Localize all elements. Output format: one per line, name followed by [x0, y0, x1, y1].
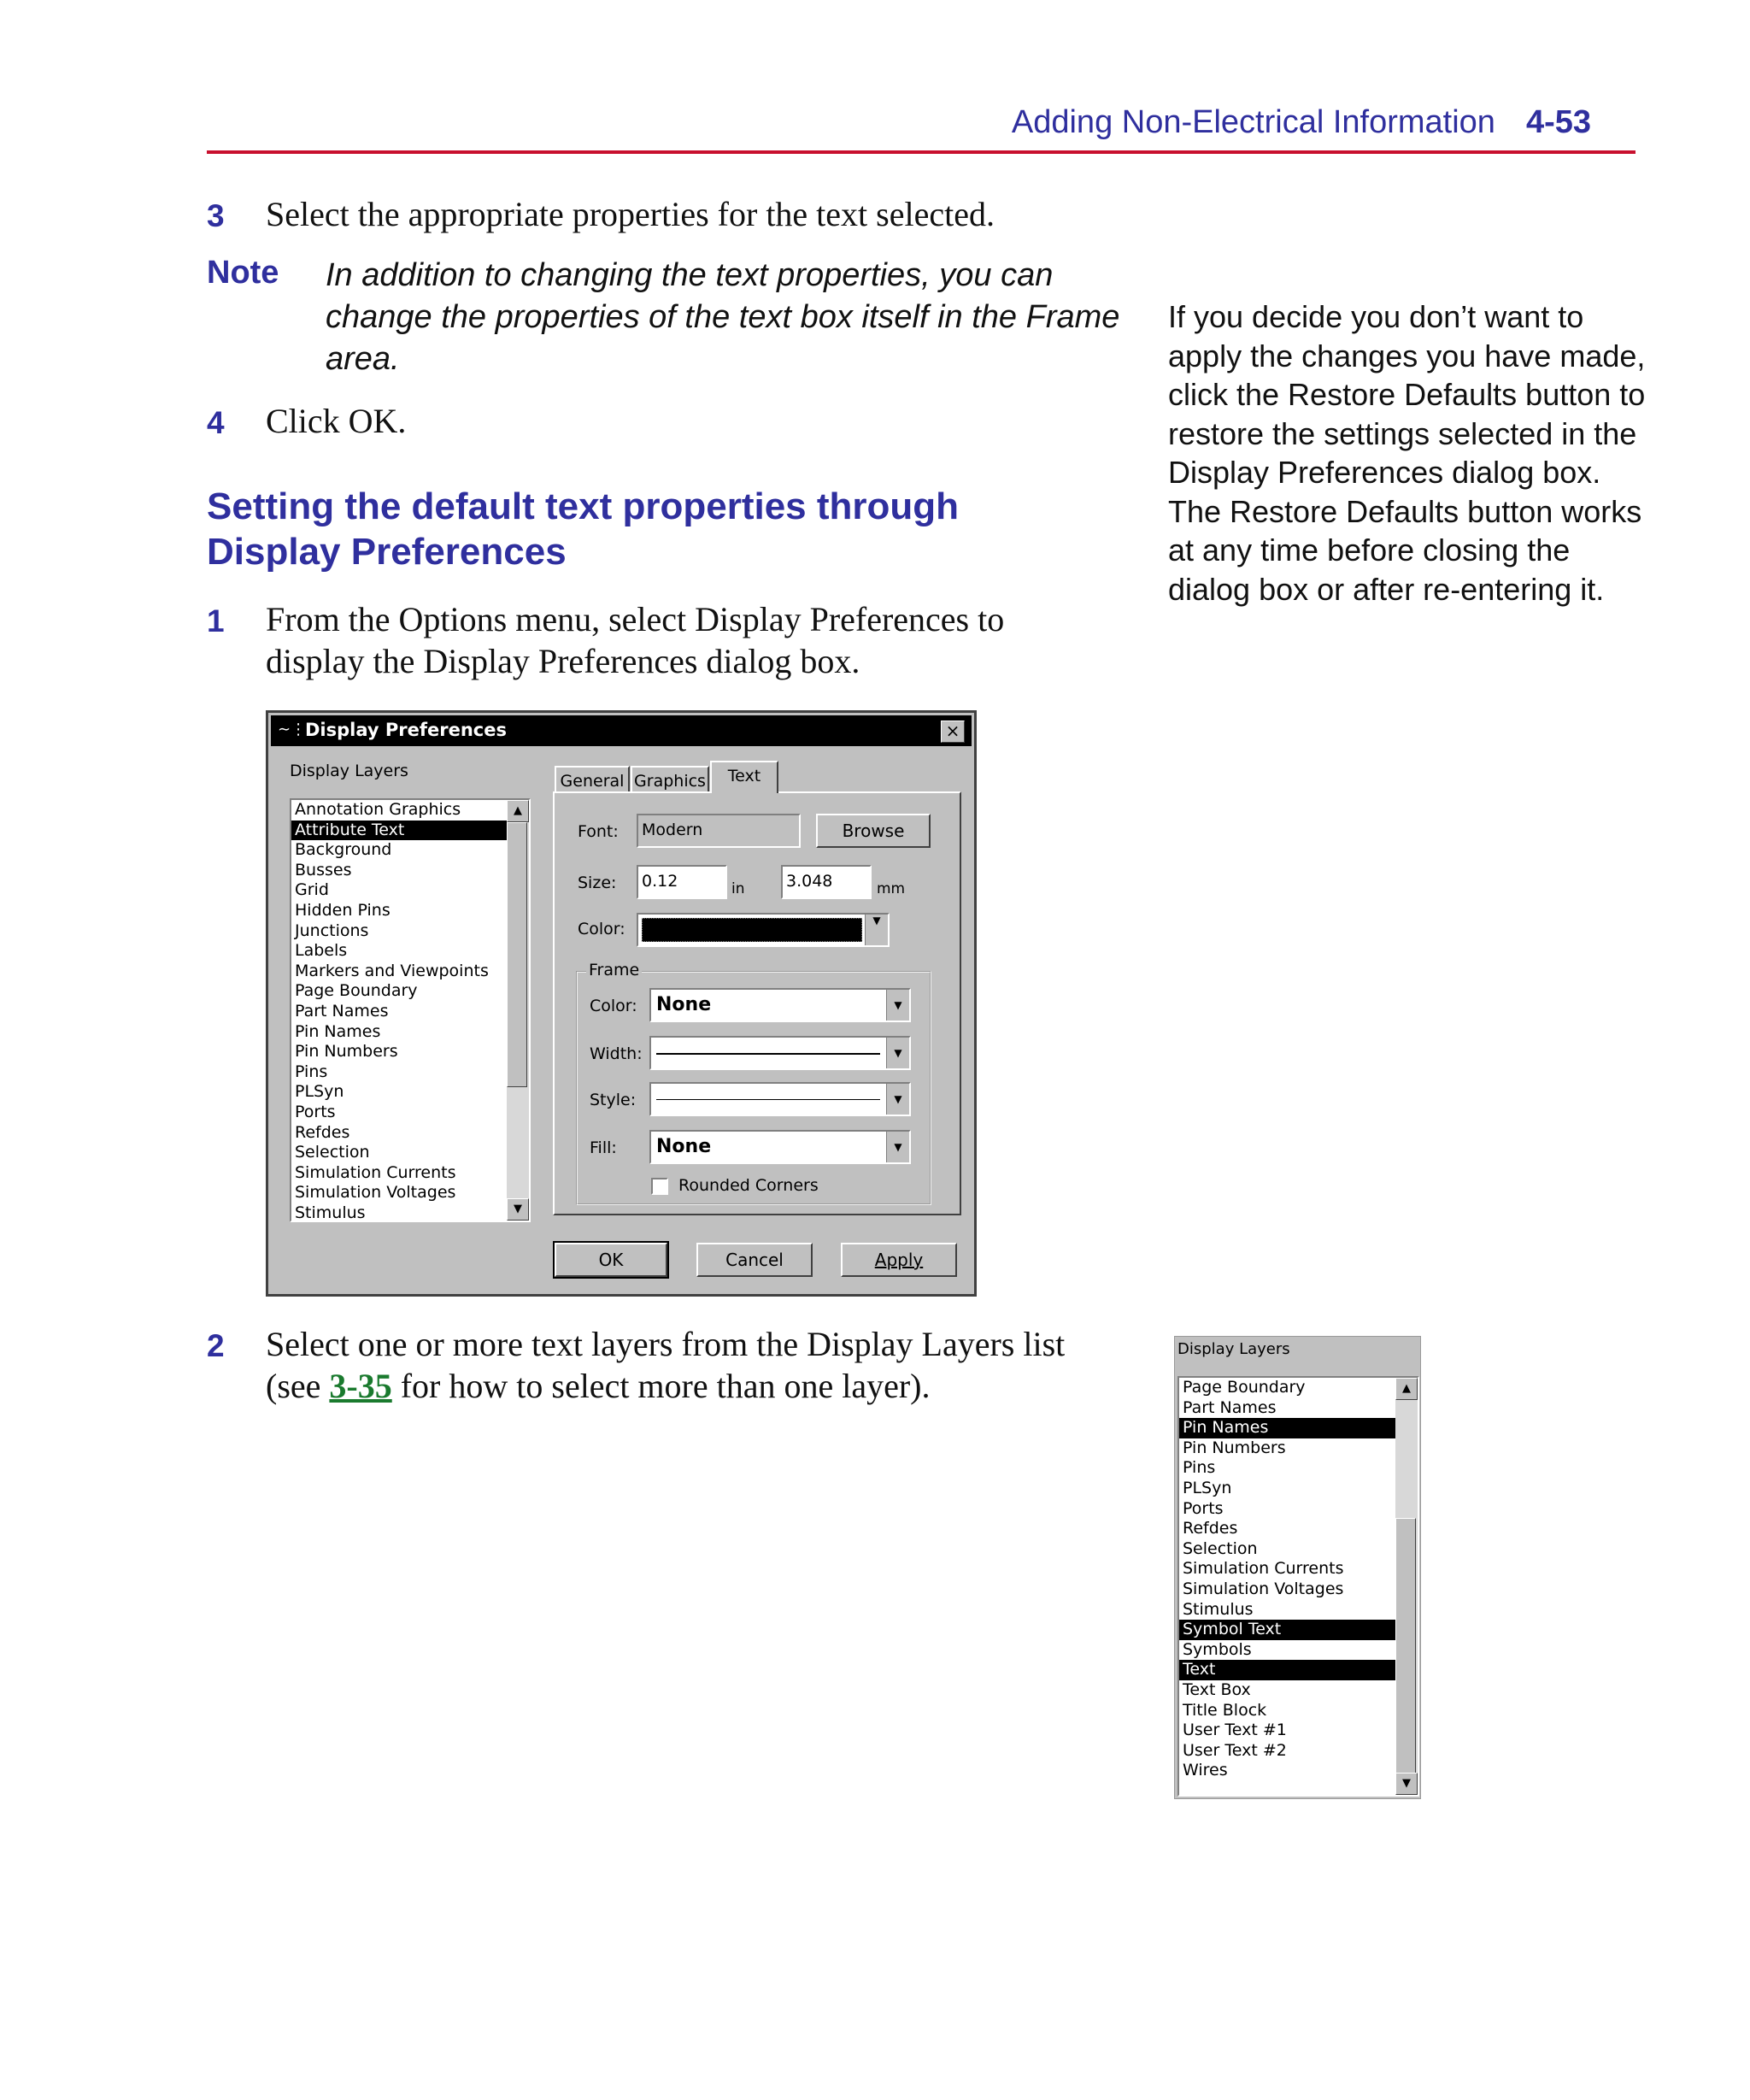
list-item[interactable]: Pins [295, 1062, 328, 1081]
frame-color-select[interactable] [649, 988, 911, 1022]
app-icon: ∼⋮ [278, 721, 307, 738]
size-inches-input[interactable]: 0.12 [637, 865, 727, 899]
list-item[interactable]: PLSyn [295, 1082, 344, 1102]
layers-scrollbar[interactable] [507, 800, 529, 1221]
list-item[interactable]: Busses [295, 860, 352, 879]
list-item[interactable]: Junctions [295, 921, 369, 940]
size-label: Size: [578, 874, 617, 892]
list-item[interactable]: Text Box [1183, 1679, 1251, 1699]
step-number: 3 [207, 198, 225, 233]
running-header [1012, 104, 1591, 141]
rounded-corners-checkbox[interactable] [651, 1178, 668, 1195]
list-item[interactable]: Symbols [1183, 1639, 1252, 1659]
list-item[interactable]: Simulation Currents [295, 1162, 456, 1182]
font-label: Font: [578, 822, 619, 841]
apply-button[interactable]: Apply [841, 1243, 957, 1277]
scroll-up-button[interactable]: ▲ [507, 800, 529, 822]
section-title: Adding Non-Electrical Information [1011, 104, 1495, 140]
list-item[interactable]: Annotation Graphics [295, 800, 461, 819]
layers-rows [1179, 1378, 1418, 1781]
dialog-titlebar[interactable] [271, 715, 972, 746]
display-layers-label: Display Layers [1177, 1340, 1290, 1358]
list-item[interactable]: User Text #2 [1183, 1740, 1287, 1760]
list-item[interactable]: PLSyn [1183, 1478, 1232, 1497]
frame-color-dropdown-arrow[interactable] [886, 990, 909, 1021]
font-field: Modern [637, 814, 801, 848]
chevron-down-icon: ▼ [894, 999, 902, 1011]
list-item[interactable]: Attribute Text [291, 821, 529, 841]
display-preferences-dialog [266, 710, 977, 1297]
list-item[interactable]: Refdes [1183, 1519, 1238, 1538]
style-line-sample [656, 1099, 880, 1100]
list-item[interactable]: Ports [1183, 1498, 1224, 1518]
text-tab-panel [553, 791, 961, 1215]
chevron-down-icon: ▼ [872, 915, 881, 926]
list-item[interactable]: Page Boundary [295, 981, 418, 1001]
chevron-down-icon: ▼ [894, 1093, 902, 1105]
style-select[interactable] [649, 1082, 911, 1116]
list-item[interactable]: Part Names [1183, 1397, 1277, 1417]
rounded-corners-label: Rounded Corners [678, 1176, 819, 1195]
list-item[interactable]: Page Boundary [1183, 1378, 1306, 1397]
list-item[interactable]: Title Block [1183, 1700, 1267, 1720]
list-item[interactable]: Pin Names [295, 1021, 381, 1041]
size-mm-input[interactable]: 3.048 [781, 865, 872, 899]
list-item[interactable]: Markers and Viewpoints [295, 961, 489, 980]
fill-value: None [656, 1136, 712, 1157]
text-color-select[interactable] [637, 913, 890, 947]
frame-groupbox [576, 961, 931, 1205]
list-item[interactable]: Ports [295, 1102, 336, 1121]
note-text: In addition to changing the text properties, you can change the properties of the text box itself in the Frame area. [326, 257, 1120, 377]
list-item[interactable]: User Text #1 [1183, 1721, 1287, 1740]
frame-label: Frame [586, 961, 642, 979]
list-item[interactable]: Labels [295, 941, 348, 961]
layers-rows [291, 800, 529, 1222]
unit-mm-label: mm [877, 880, 906, 897]
style-label: Style: [590, 1091, 637, 1109]
frame-color-label: Color: [590, 997, 637, 1015]
close-icon: × [945, 721, 960, 741]
cross-reference-link[interactable]: 3-35 [329, 1367, 392, 1405]
sidebar-note: If you decide you don’t want to apply the changes you have made, click the Restore Defaults button to restore the settings selected in the Display Preferences dialog box. The Restore Defaults button works at any time before closing the dialog box or after re-entering it. [1168, 299, 1646, 607]
scroll-down-button[interactable]: ▼ [1395, 1773, 1418, 1795]
step-text-before: Select one or more text layers from the Display Layers list (see [266, 1325, 1066, 1405]
step-number: 2 [207, 1328, 225, 1363]
style-dropdown-arrow[interactable] [886, 1084, 909, 1115]
color-label: Color: [578, 920, 625, 938]
chevron-down-icon: ▼ [894, 1047, 902, 1059]
unit-inches-label: in [731, 880, 745, 897]
color-dropdown-arrow[interactable] [865, 915, 888, 945]
section-heading: Setting the default text properties through Display Preferences [207, 485, 960, 573]
scroll-thumb[interactable] [1395, 1518, 1416, 1774]
list-item[interactable]: Stimulus [1183, 1599, 1254, 1619]
browse-button[interactable]: Browse [816, 814, 931, 848]
fill-label: Fill: [590, 1138, 617, 1157]
list-item[interactable]: Pin Numbers [1183, 1438, 1286, 1457]
step-number: 1 [207, 603, 225, 638]
list-item[interactable]: Grid [295, 880, 329, 900]
list-item[interactable]: Refdes [295, 1122, 350, 1142]
list-item[interactable]: Selection [295, 1143, 370, 1162]
step-text: Click OK. [266, 402, 407, 440]
header-rule [207, 150, 1635, 154]
step-text-after: for how to select more than one layer). [391, 1367, 931, 1405]
dialog-title: Display Preferences [305, 720, 507, 740]
scroll-up-button[interactable]: ▲ [1395, 1378, 1418, 1400]
scroll-down-button[interactable]: ▼ [507, 1198, 529, 1221]
list-item[interactable]: Pins [1183, 1458, 1216, 1478]
list-item[interactable]: Part Names [295, 1001, 389, 1021]
color-swatch [642, 918, 862, 942]
list-item[interactable]: Background [295, 840, 392, 860]
tab-general[interactable]: General [555, 766, 630, 793]
fill-dropdown-arrow[interactable] [886, 1132, 909, 1162]
fill-select[interactable] [649, 1130, 911, 1164]
width-line-sample [656, 1053, 880, 1055]
step-text: From the Options menu, select Display Preferences to display the Display Preferences dialog box. [266, 600, 1005, 680]
list-item[interactable]: Simulation Voltages [1183, 1579, 1344, 1598]
frame-color-value: None [656, 994, 712, 1015]
display-layers-list[interactable] [290, 798, 531, 1222]
step-text [266, 1323, 1120, 1407]
list-item[interactable]: Wires [1183, 1761, 1228, 1780]
list-item[interactable]: Pin Names [1179, 1418, 1418, 1438]
display-layers-label: Display Layers [290, 762, 408, 780]
note-label: Note [207, 255, 279, 291]
layers-scrollbar[interactable] [1395, 1378, 1418, 1795]
chevron-down-icon: ▼ [894, 1141, 902, 1153]
cancel-button[interactable]: Cancel [696, 1243, 813, 1277]
tab-text[interactable]: Text [710, 761, 778, 793]
step-number: 4 [207, 405, 225, 440]
list-item[interactable]: Symbol Text [1179, 1620, 1418, 1640]
list-item[interactable]: Simulation Voltages [295, 1183, 456, 1203]
step-text: Select the appropriate properties for the text selected. [266, 195, 995, 233]
list-item[interactable]: Stimulus [295, 1203, 366, 1222]
display-layers-panel [1174, 1336, 1421, 1799]
list-item[interactable]: Pin Numbers [295, 1042, 398, 1062]
display-layers-list[interactable] [1177, 1376, 1419, 1797]
list-item[interactable]: Simulation Currents [1183, 1559, 1344, 1579]
width-dropdown-arrow[interactable] [886, 1038, 909, 1068]
width-label: Width: [590, 1044, 643, 1063]
list-item[interactable]: Selection [1183, 1538, 1258, 1558]
tab-graphics[interactable]: Graphics [631, 766, 709, 793]
list-item[interactable]: Text [1179, 1660, 1418, 1680]
scroll-thumb[interactable] [507, 822, 527, 1087]
width-select[interactable] [649, 1036, 911, 1070]
list-item[interactable]: Hidden Pins [295, 900, 391, 920]
ok-button[interactable]: OK [555, 1243, 667, 1277]
close-button[interactable] [941, 721, 965, 743]
page-number: 4-53 [1525, 104, 1591, 140]
